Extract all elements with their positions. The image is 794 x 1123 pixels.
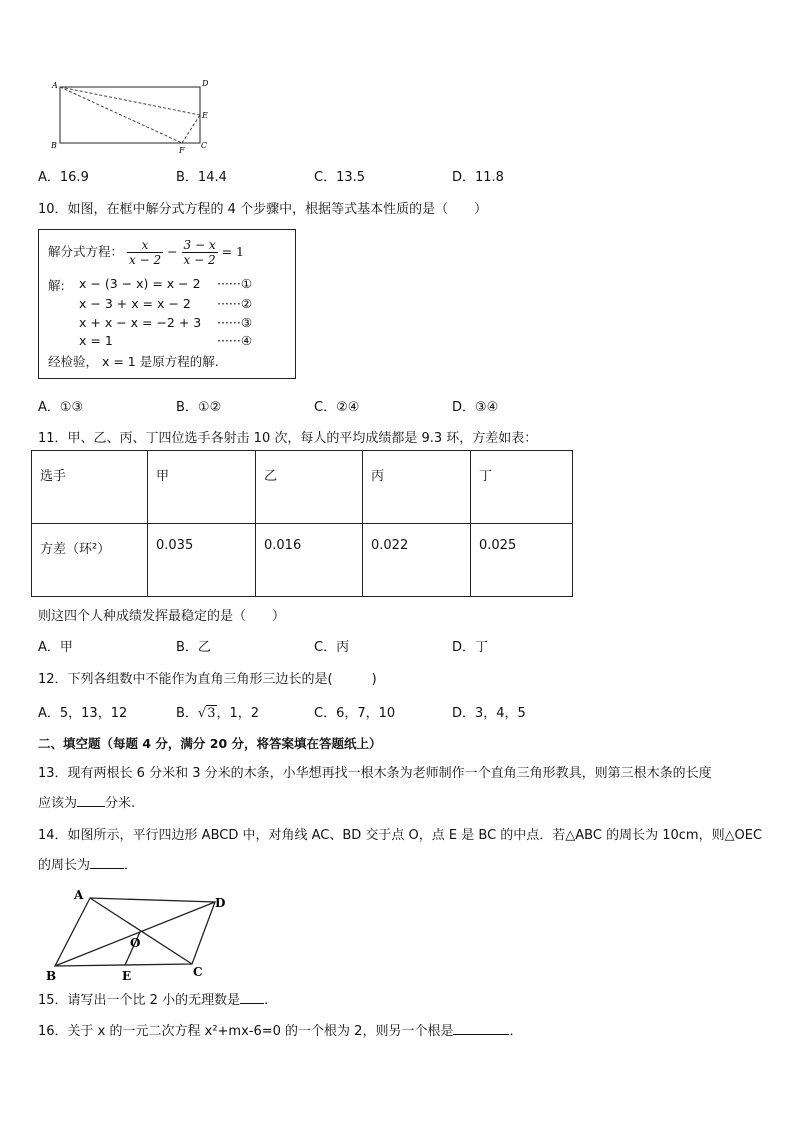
table-header-cell: 甲 — [148, 451, 256, 524]
q10-step-3: x + x − x = −2 + 3 — [79, 315, 202, 330]
q15-post: . — [264, 993, 269, 1008]
q15-line — [38, 989, 268, 1008]
q11-question: 则这四个人种成绩发挥最稳定的是（ ） — [38, 609, 286, 624]
q11-stem: 11．甲、乙、丙、丁四位选手各射击 10 次，每人的平均成绩都是 9.3 环，方差如表： — [38, 431, 538, 446]
q14-label-d: D — [215, 896, 226, 910]
q10-frac1-den: x − 2 — [129, 253, 162, 267]
table-cell: 0.035 — [148, 524, 256, 597]
q9-option-c: C．13.5 — [314, 170, 366, 185]
table-header-cell: 选手 — [32, 451, 148, 524]
table-cell: 方差（环²） — [32, 524, 148, 597]
q10-solve-label: 解: — [48, 278, 65, 293]
q11-option-b: B．乙 — [176, 640, 211, 655]
q10-option-c: C．②④ — [314, 400, 360, 415]
q12-option-a: A．5，13，12 — [38, 706, 128, 721]
q10-fraction-2 — [182, 238, 218, 267]
table-cell: 0.016 — [256, 524, 363, 597]
q14-line-2-post: ． — [124, 858, 138, 873]
q9-label-a: A — [52, 81, 58, 90]
q15-pre: 15．请写出一个比 2 小的无理数是 — [38, 993, 241, 1008]
q11-option-a: A．甲 — [38, 640, 73, 655]
q10-step-1: x − (3 − x) = x − 2 — [79, 276, 201, 291]
q14-label-e: E — [122, 969, 132, 983]
q10-steps-box — [38, 229, 296, 379]
q9-label-f: F — [179, 146, 185, 155]
q11-option-c: C．丙 — [314, 640, 350, 655]
q14-line-2-pre: 的周长为 — [38, 858, 91, 873]
q12-option-b-rest: ，1，2 — [216, 706, 260, 721]
q12-option-c: C．6，7，10 — [314, 706, 396, 721]
q9-label-e: E — [202, 111, 208, 120]
q10-mark-4: ······④ — [217, 333, 253, 348]
q11-variance-table — [31, 450, 573, 597]
q10-check: 经检验， x = 1 是原方程的解. — [48, 354, 219, 369]
q14-label-a: A — [74, 888, 84, 902]
q13-answer-blank[interactable] — [77, 794, 105, 807]
q13-line-2 — [38, 792, 135, 811]
q13-line-2-post: 分米. — [105, 796, 136, 811]
q13-line-2-pre: 应该为 — [38, 796, 78, 811]
q12-option-b-prefix: B． — [176, 706, 198, 721]
section-2-heading: 二、填空题（每题 4 分，满分 20 分，将答案填在答题纸上） — [38, 736, 382, 751]
table-cell: 0.022 — [363, 524, 471, 597]
q16-post: ． — [509, 1024, 523, 1039]
q14-answer-blank[interactable] — [90, 856, 124, 869]
q14-line-1: 14．如图所示，平行四边形 ABCD 中，对角线 AC、BD 交于点 O，点 E 是 BC 的中点．若△ABC 的周长为 10cm，则△OEC — [38, 828, 763, 843]
q12-option-b-radicand: 3 — [207, 706, 216, 721]
q10-fraction-1 — [127, 238, 163, 267]
q10-equation — [48, 238, 244, 267]
q10-option-d: D．③④ — [452, 400, 499, 415]
q10-box-title: 解分式方程： — [48, 244, 124, 259]
q14-label-b: B — [46, 969, 57, 983]
q9-option-b: B．14.4 — [176, 170, 227, 185]
q14-line-2 — [38, 854, 137, 873]
q12-option-d: D．3，4，5 — [452, 706, 526, 721]
q10-mark-2: ······② — [217, 296, 253, 311]
q10-mark-3: ······③ — [217, 315, 253, 330]
q10-mark-1: ······① — [217, 276, 253, 291]
q15-answer-blank[interactable] — [240, 991, 264, 1004]
table-header-cell: 丙 — [363, 451, 471, 524]
q9-label-b: B — [51, 141, 57, 150]
q12-option-b — [176, 702, 259, 721]
table-row — [32, 524, 573, 597]
q10-frac2-den: x − 2 — [183, 253, 216, 267]
q10-frac1-num: x — [141, 238, 149, 252]
q14-label-c: C — [193, 965, 203, 979]
q16-line — [38, 1020, 522, 1039]
table-row — [32, 451, 573, 524]
q10-minus: − — [163, 244, 182, 259]
table-header-cell: 乙 — [256, 451, 363, 524]
q12-stem: 12．下列各组数中不能作为直角三角形三边长的是( ) — [38, 672, 377, 687]
table-header-cell: 丁 — [471, 451, 573, 524]
q9-figure — [44, 76, 224, 156]
q10-frac2-num: 3 − x — [183, 238, 216, 252]
q10-step-2: x − 3 + x = x − 2 — [79, 296, 191, 311]
q10-option-b: B．①② — [176, 400, 222, 415]
q10-equals-one: = 1 — [217, 244, 244, 259]
q9-option-d: D．11.8 — [452, 170, 504, 185]
q9-label-d: D — [202, 79, 209, 88]
q16-answer-blank[interactable] — [453, 1022, 509, 1035]
q9-option-a: A．16.9 — [38, 170, 89, 185]
q9-label-c: C — [201, 141, 208, 150]
sqrt-symbol: √ — [197, 706, 207, 721]
q10-option-a: A．①③ — [38, 400, 84, 415]
table-cell: 0.025 — [471, 524, 573, 597]
q10-step-4: x = 1 — [79, 333, 113, 348]
q14-figure — [40, 886, 240, 986]
q14-label-o: O — [130, 936, 141, 950]
q16-pre: 16．关于 x 的一元二次方程 x²+mx-6=0 的一个根为 2，则另一个根是 — [38, 1024, 454, 1039]
q10-stem: 10．如图，在框中解分式方程的 4 个步骤中，根据等式基本性质的是（ ） — [38, 202, 488, 217]
q11-option-d: D．丁 — [452, 640, 489, 655]
q13-line-1: 13．现有两根长 6 分米和 3 分米的木条，小华想再找一根木条为老师制作一个直角三角形教具，则第三根木条的长度 — [38, 766, 712, 781]
